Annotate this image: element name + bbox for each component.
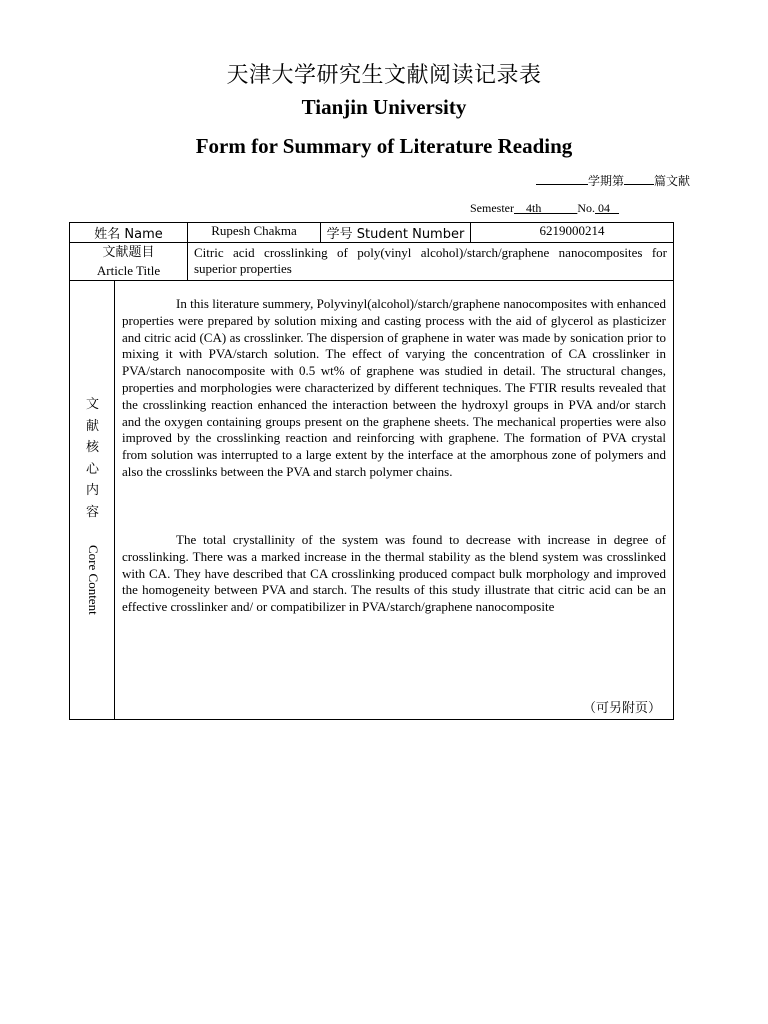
page-title-chinese: 天津大学研究生文献阅读记录表 <box>226 63 542 88</box>
university-name: Tianjin University <box>301 95 467 119</box>
article-title-row <box>70 243 674 281</box>
name-row <box>70 223 674 243</box>
name-value-cell <box>188 223 321 243</box>
semester-number-line <box>470 201 619 216</box>
semester-cn-label: 学期第 <box>587 174 624 188</box>
no-value: 04 <box>595 201 620 215</box>
core-paragraph-2: The total crystallinity of the system was found to decrease with increase in degree of crosslinking. There was a marked increase in the thermal stability as the blend system was crosslinked with CA. They have described that CA crosslinking produced compact bulk morphology and improved the homogeneity between PVA and starch. The results of this study illustrate that citric acid can be an effective crosslinker and/ or compatibilizer in PVA/starch/graphene nanocomposite <box>122 532 666 615</box>
semester-value: 4th <box>514 201 578 215</box>
article-title-label-cell <box>70 243 188 281</box>
student-number-label: 学号 Student Number <box>326 227 465 242</box>
semester-blank <box>536 173 588 185</box>
reading-form-table <box>69 222 674 720</box>
name-label: 姓名 Name <box>94 227 163 242</box>
no-label: No. <box>577 201 596 215</box>
core-content-label-en: Core Content <box>86 545 101 615</box>
article-count-blank <box>624 173 654 185</box>
core-paragraph-1: In this literature summery, Polyvinyl(alcohol)/starch/graphene nanocomposites with enhanced properties were prepared by solution mixing and casting process with the aid of glycerol as plasticizer and citric acid (CA) as crosslinker. The dispersion of graphene in water was made by sonication prior to mixing it with PVA/starch solution. The effect of varying the concentration of CA crosslinker in PVA/starch nanocomposite with 0.5 wt% of graphene was studied in detail. The structural changes, properties and morphologies were characterized by different techniques. The FTIR results revealed that the crosslinking reaction enhanced the interaction between the hydroxyl groups in PVA and/or starch and the oxygen containing groups present on the graphene sheets. The mechanical properties were also improved by the crosslinking reaction and reinforcing with graphene. The formation of PVA crystal from solution was interrupted to a large extent by the interface at the amorphous zone of polymers and also the crosslinks between the PVA and starch polymer chains. <box>122 296 666 479</box>
name-value: Rupesh Chakma <box>211 223 297 238</box>
article-title-label-en: Article Title <box>96 263 161 278</box>
core-content-label-cn: 文 献 核 心 内 容 <box>85 397 99 520</box>
core-content-cell <box>115 281 674 720</box>
article-title-value-cell <box>188 243 674 281</box>
article-title-label-cn: 文献题目 <box>102 245 155 260</box>
core-content-label-cell <box>70 281 115 720</box>
attach-page-note: （可另附页） <box>582 701 661 716</box>
semester-label: Semester <box>470 201 514 215</box>
article-title-value: Citric acid crosslinking of poly(vinyl alcohol)/starch/graphene nanocomposites for superior properties <box>194 245 667 276</box>
student-number-label-cell <box>321 223 471 243</box>
student-number-value: 6219000214 <box>539 223 605 238</box>
article-cn-label: 篇文献 <box>653 174 690 188</box>
semester-article-count-cn <box>536 172 690 189</box>
core-content-row <box>70 281 674 720</box>
student-number-value-cell <box>471 223 674 243</box>
name-label-cell <box>70 223 188 243</box>
form-title: Form for Summary of Literature Reading <box>195 134 573 158</box>
